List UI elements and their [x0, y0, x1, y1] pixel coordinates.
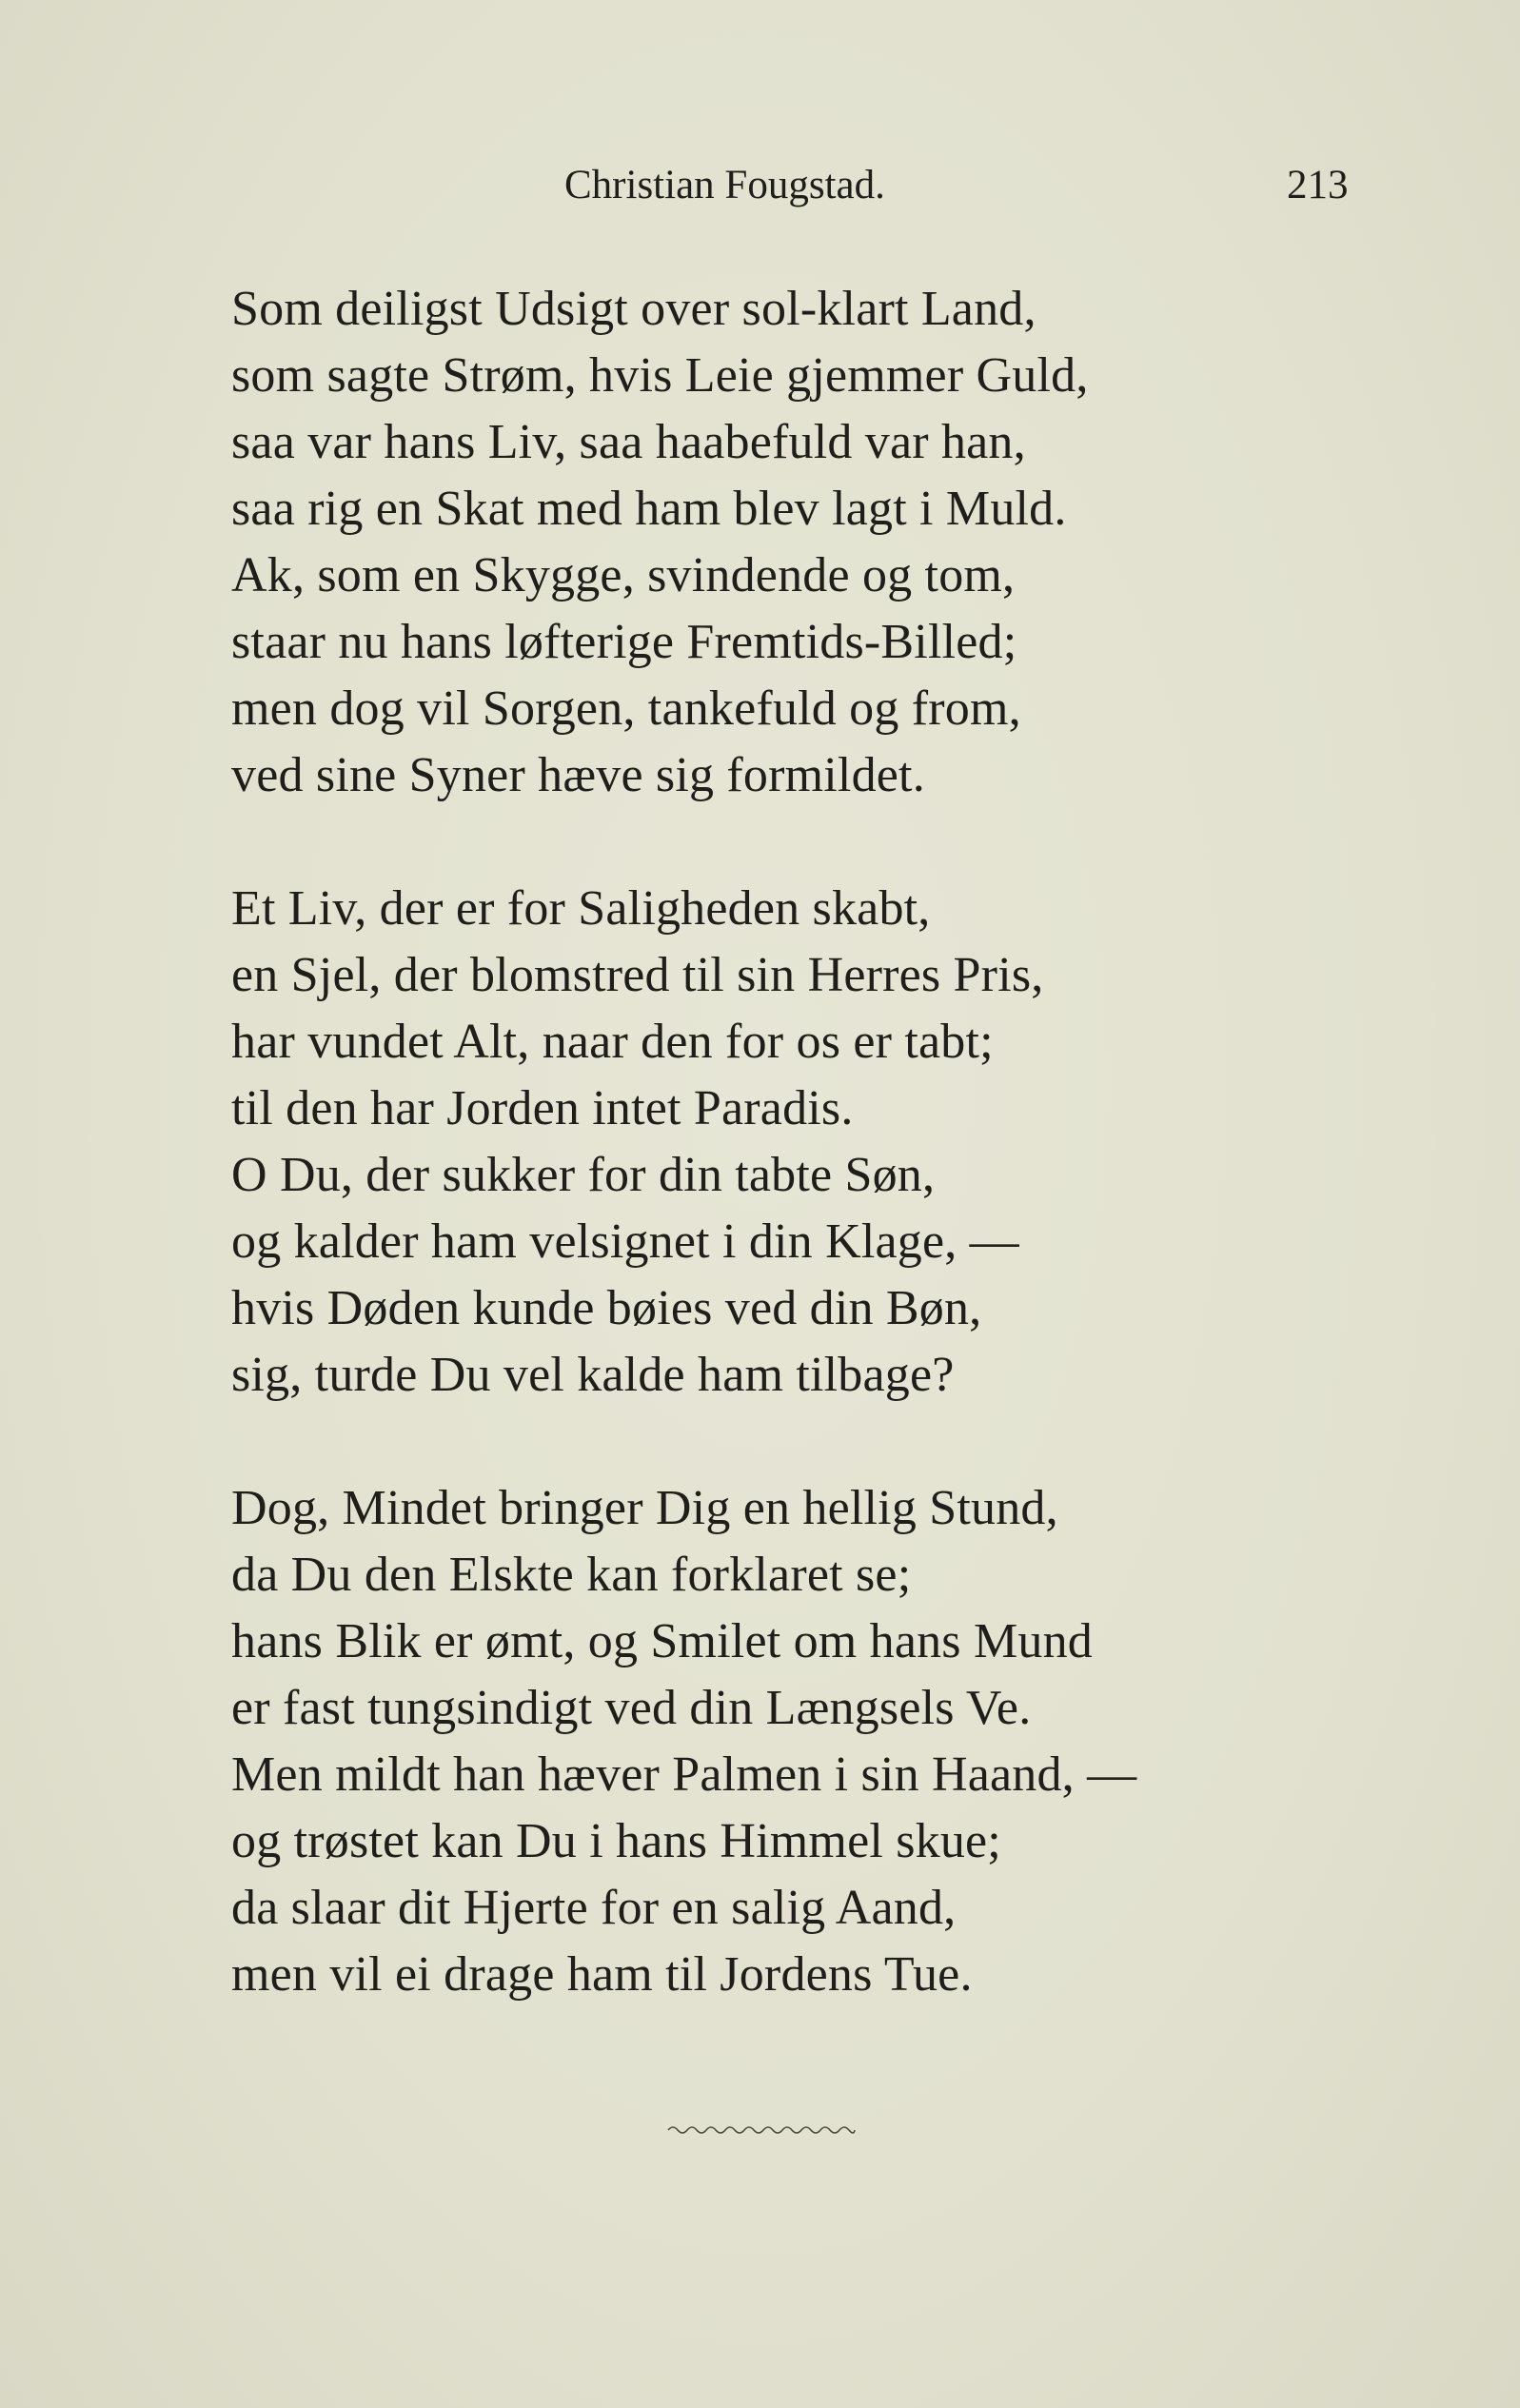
poem-line: saa rig en Skat med ham blev lagt i Muld.: [231, 482, 1067, 536]
stanza-1: [231, 276, 1326, 809]
poem-line: saa var hans Liv, saa haabefuld var han,: [231, 415, 1026, 469]
poem-line: til den har Jorden intet Paradis.: [231, 1081, 854, 1135]
wavy-line-ornament-icon: [666, 2121, 857, 2140]
stanza-3: [231, 1475, 1326, 2008]
poem-line: en Sjel, der blomstred til sin Herres Pris,: [231, 948, 1044, 1002]
poem-line: O Du, der sukker for din tabte Søn,: [231, 1148, 936, 1202]
poem-line: da slaar dit Hjerte for en salig Aand,: [231, 1881, 957, 1935]
poem-line: som sagte Strøm, hvis Leie gjemmer Guld,: [231, 348, 1089, 403]
poem-line: Et Liv, der er for Saligheden skabt,: [231, 881, 931, 936]
stanza-2: [231, 876, 1326, 1409]
running-title: Christian Fougstad.: [564, 163, 885, 207]
poem-line: staar nu hans løfterige Fremtids-Billed;: [231, 615, 1017, 669]
poem-line: Dog, Mindet bringer Dig en hellig Stund,: [231, 1481, 1058, 1535]
poem-line: Som deiligst Udsigt over sol-klart Land,: [231, 282, 1036, 336]
page-number: 213: [1287, 163, 1349, 207]
poem-line: har vundet Alt, naar den for os er tabt;: [231, 1015, 994, 1069]
poem-line: da Du den Elskte kan forklaret se;: [231, 1548, 912, 1602]
poem-line: og trøstet kan Du i hans Himmel skue;: [231, 1814, 1001, 1868]
poem-line: men dog vil Sorgen, tankefuld og from,: [231, 681, 1021, 736]
poem-line: Ak, som en Skygge, svindende og tom,: [231, 548, 1016, 602]
poem-line: men vil ei drage ham til Jordens Tue.: [231, 1947, 973, 2002]
poem-line: hans Blik er ømt, og Smilet om hans Mund: [231, 1614, 1093, 1668]
poem-line: sig, turde Du vel kalde ham tilbage?: [231, 1348, 955, 1402]
poem-line: hvis Døden kunde bøies ved din Bøn,: [231, 1281, 982, 1335]
poem-line: ved sine Syner hæve sig formildet.: [231, 748, 925, 802]
poem-line: og kalder ham velsignet i din Klage, —: [231, 1214, 1019, 1269]
poem-line: Men mildt han hæver Palmen i sin Haand, —: [231, 1747, 1137, 1802]
running-head: [0, 157, 1520, 214]
poem-line: er fast tungsindigt ved din Længsels Ve.: [231, 1681, 1032, 1735]
poem: [231, 276, 1326, 2075]
